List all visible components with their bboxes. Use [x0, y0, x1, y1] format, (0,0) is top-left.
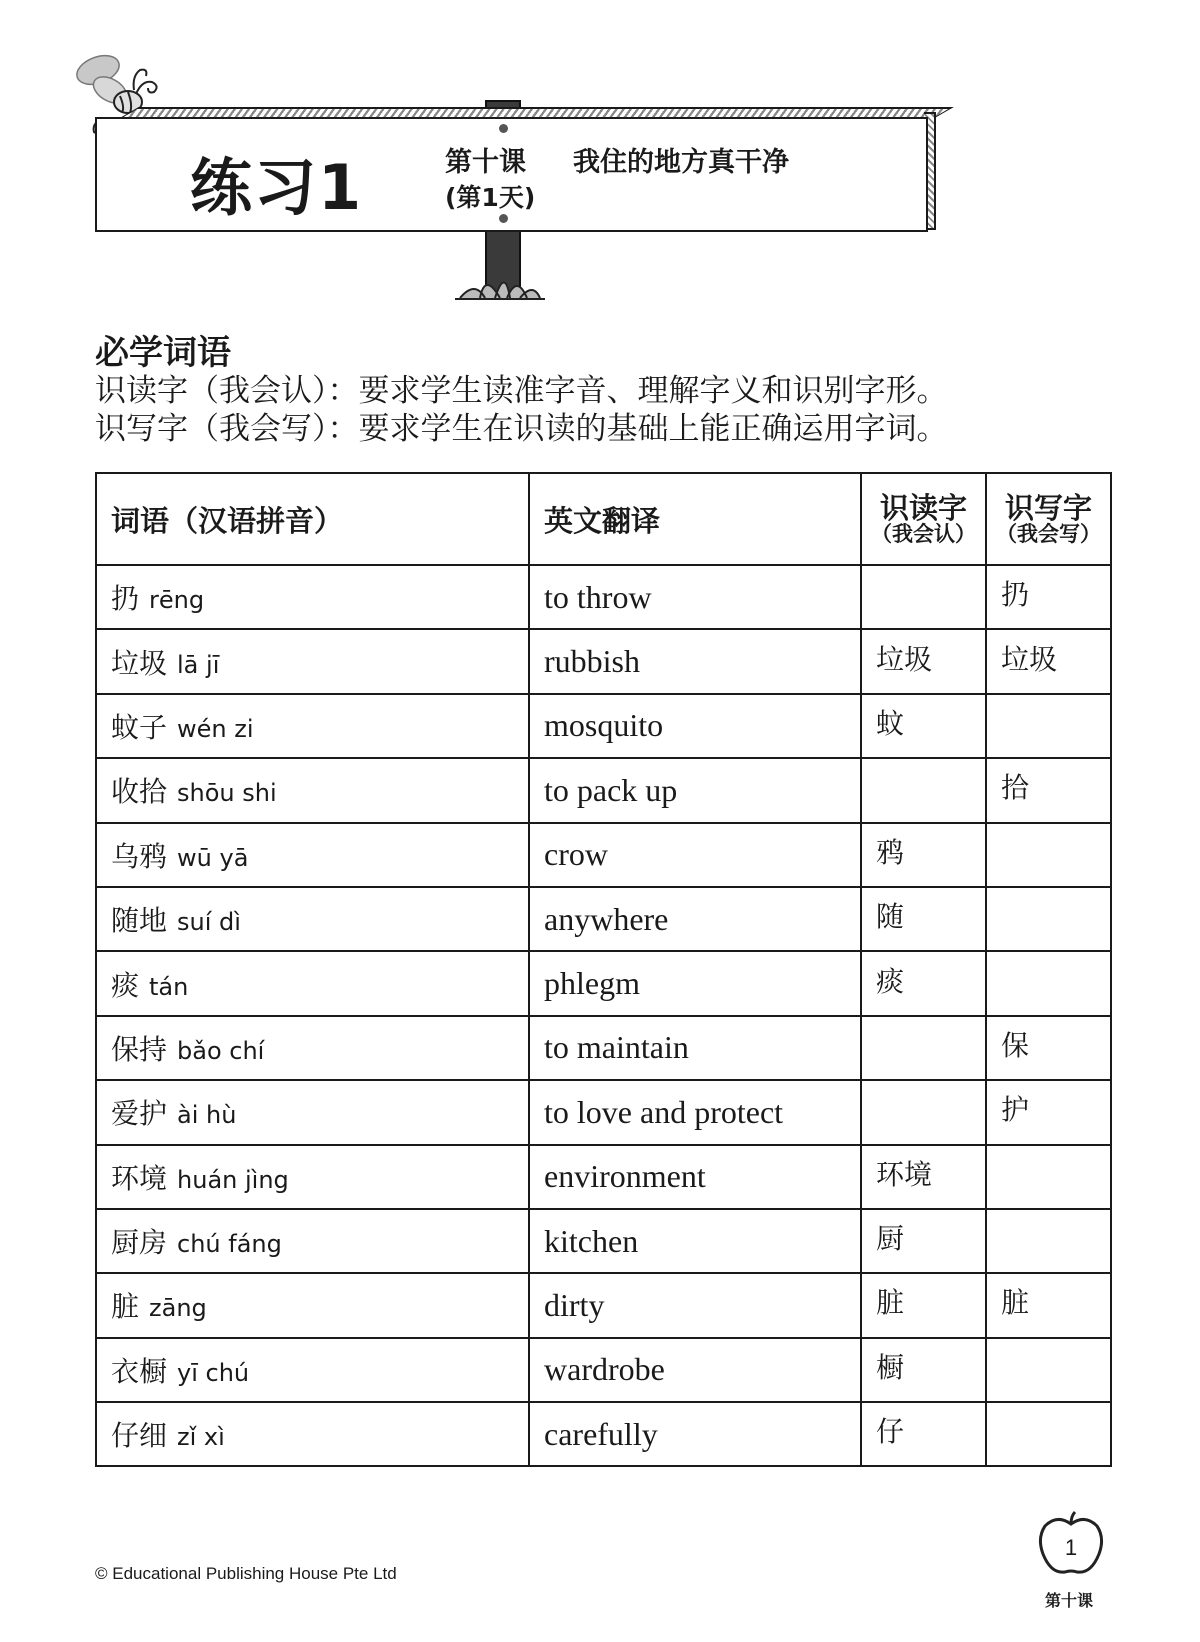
page-number: 1: [1064, 1535, 1078, 1560]
word-chinese: 随地: [111, 904, 168, 938]
english-cell: [529, 1338, 861, 1402]
write-cell: [986, 951, 1111, 1015]
read-characters: 脏: [876, 1286, 905, 1320]
table-row: [96, 1402, 1111, 1466]
english-cell: [529, 951, 861, 1015]
section-heading: 必学词语: [95, 333, 231, 373]
read-characters: 蚊: [876, 706, 905, 740]
vocab-table: [95, 472, 1112, 1467]
english-cell: [529, 1080, 861, 1144]
word-chinese: 蚊子: [111, 710, 168, 744]
read-cell: [861, 1080, 986, 1144]
english-translation: environment: [544, 1158, 706, 1195]
lesson-name: 我住的地方真干净: [573, 147, 789, 178]
table-row: [96, 1145, 1111, 1209]
write-characters: 拾: [1001, 771, 1030, 805]
read-characters: 鸦: [876, 835, 905, 869]
english-cell: [529, 565, 861, 629]
word-cell: [96, 565, 529, 629]
english-translation: kitchen: [544, 1222, 639, 1259]
table-row: [96, 1273, 1111, 1337]
read-characters: 随: [876, 900, 905, 934]
read-cell: [861, 1016, 986, 1080]
word-cell: [96, 1402, 529, 1466]
read-characters: 垃圾: [876, 642, 933, 676]
word-pinyin: chú fáng: [177, 1230, 282, 1259]
header-read-sub: （我会认）: [871, 522, 976, 547]
intro-line-write: 识写字（我会写）：要求学生在识读的基础上能正确运用字词。: [95, 411, 948, 447]
word-pinyin: rēng: [149, 586, 205, 615]
word-pinyin: huán jìng: [177, 1165, 289, 1194]
word-chinese: 厨房: [111, 1226, 168, 1260]
english-cell: [529, 887, 861, 951]
grass-icon: [455, 262, 545, 302]
read-cell: [861, 951, 986, 1015]
word-pinyin: yī chú: [177, 1358, 250, 1387]
english-cell: [529, 1209, 861, 1273]
word-pinyin: wén zi: [177, 714, 254, 743]
read-cell: [861, 823, 986, 887]
english-cell: [529, 1016, 861, 1080]
english-translation: dirty: [544, 1286, 605, 1323]
read-cell: [861, 1145, 986, 1209]
english-translation: crow: [544, 836, 608, 873]
word-chinese: 扔: [111, 582, 140, 616]
table-row: [96, 565, 1111, 629]
word-cell: [96, 1338, 529, 1402]
word-chinese: 环境: [111, 1161, 168, 1195]
word-cell: [96, 1145, 529, 1209]
read-cell: [861, 1338, 986, 1402]
header-word: 词语（汉语拼音）: [96, 473, 529, 565]
word-pinyin: bǎo chí: [177, 1036, 265, 1065]
write-cell: [986, 887, 1111, 951]
lesson-label: 第十课: [445, 147, 526, 178]
word-chinese: 收拾: [111, 775, 168, 809]
read-characters: 环境: [876, 1157, 933, 1191]
word-cell: [96, 1209, 529, 1273]
word-cell: [96, 694, 529, 758]
table-row: [96, 629, 1111, 693]
english-translation: to maintain: [544, 1029, 689, 1066]
read-cell: [861, 694, 986, 758]
word-cell: [96, 629, 529, 693]
word-chinese: 仔细: [111, 1419, 168, 1453]
nail-top: [499, 124, 508, 133]
header-write-label: 识写字: [1004, 490, 1092, 525]
exercise-title: 练习1: [190, 151, 364, 224]
write-cell: [986, 1209, 1111, 1273]
read-cell: [861, 1273, 986, 1337]
read-cell: [861, 1209, 986, 1273]
write-cell: [986, 629, 1111, 693]
intro-line-read: 识读字（我会认）：要求学生读准字音、理解字义和识别字形。: [95, 373, 948, 409]
write-cell: [986, 694, 1111, 758]
header-read: [861, 473, 986, 565]
word-cell: [96, 823, 529, 887]
english-cell: [529, 629, 861, 693]
table-row: [96, 1080, 1111, 1144]
table-row: [96, 1016, 1111, 1080]
word-cell: [96, 758, 529, 822]
header-write-sub: （我会写）: [996, 522, 1101, 547]
english-translation: phlegm: [544, 965, 640, 1002]
read-cell: [861, 1402, 986, 1466]
word-cell: [96, 887, 529, 951]
write-characters: 脏: [1001, 1286, 1030, 1320]
word-cell: [96, 1080, 529, 1144]
write-characters: 扔: [1001, 578, 1030, 612]
table-row: [96, 887, 1111, 951]
read-cell: [861, 887, 986, 951]
table-header-row: [96, 473, 1111, 565]
write-characters: 保: [1001, 1028, 1030, 1062]
word-pinyin: tán: [149, 972, 189, 1001]
header-write: [986, 473, 1111, 565]
english-translation: to throw: [544, 578, 652, 615]
english-translation: carefully: [544, 1415, 658, 1452]
read-cell: [861, 758, 986, 822]
lesson-day: (第1天): [445, 183, 536, 212]
write-cell: [986, 1402, 1111, 1466]
read-cell: [861, 629, 986, 693]
english-translation: wardrobe: [544, 1351, 665, 1388]
write-cell: [986, 1080, 1111, 1144]
table-row: [96, 1338, 1111, 1402]
write-cell: [986, 823, 1111, 887]
read-characters: 仔: [876, 1415, 905, 1449]
word-pinyin: zāng: [149, 1294, 207, 1323]
read-cell: [861, 565, 986, 629]
table-row: [96, 758, 1111, 822]
header-read-label: 识读字: [879, 490, 967, 525]
word-chinese: 痰: [111, 968, 140, 1002]
word-chinese: 衣橱: [111, 1354, 168, 1388]
read-characters: 橱: [876, 1350, 905, 1384]
header-english: 英文翻译: [529, 473, 861, 565]
write-cell: [986, 1273, 1111, 1337]
table-row: [96, 823, 1111, 887]
word-pinyin: wū yā: [177, 843, 249, 872]
write-characters: 垃圾: [1001, 642, 1058, 676]
word-cell: [96, 1273, 529, 1337]
english-cell: [529, 1145, 861, 1209]
write-cell: [986, 1338, 1111, 1402]
english-translation: to love and protect: [544, 1093, 784, 1130]
word-chinese: 脏: [111, 1290, 140, 1324]
read-characters: 厨: [876, 1222, 905, 1256]
table-row: [96, 694, 1111, 758]
word-cell: [96, 951, 529, 1015]
word-pinyin: ài hù: [177, 1101, 237, 1130]
footer-lesson: 第十课: [1045, 1591, 1094, 1610]
english-cell: [529, 823, 861, 887]
english-translation: mosquito: [544, 707, 664, 744]
table-row: [96, 951, 1111, 1015]
word-pinyin: lā jī: [177, 650, 220, 679]
word-pinyin: suí dì: [177, 908, 241, 937]
table-row: [96, 1209, 1111, 1273]
english-translation: to pack up: [544, 771, 678, 808]
word-pinyin: zǐ xì: [177, 1423, 225, 1452]
write-characters: 护: [1001, 1093, 1030, 1127]
english-cell: [529, 1402, 861, 1466]
word-chinese: 垃圾: [111, 646, 168, 680]
write-cell: [986, 1145, 1111, 1209]
word-chinese: 保持: [111, 1032, 168, 1066]
write-cell: [986, 758, 1111, 822]
read-characters: 痰: [876, 964, 905, 998]
word-pinyin: shōu shi: [177, 779, 277, 808]
word-cell: [96, 1016, 529, 1080]
copyright: © Educational Publishing House Pte Ltd: [95, 1564, 397, 1583]
write-cell: [986, 565, 1111, 629]
english-cell: [529, 758, 861, 822]
english-cell: [529, 1273, 861, 1337]
word-chinese: 乌鸦: [111, 839, 168, 873]
english-translation: anywhere: [544, 900, 669, 937]
nail-bottom: [499, 214, 508, 223]
english-translation: rubbish: [544, 643, 640, 680]
write-cell: [986, 1016, 1111, 1080]
word-chinese: 爱护: [111, 1097, 168, 1131]
english-cell: [529, 694, 861, 758]
